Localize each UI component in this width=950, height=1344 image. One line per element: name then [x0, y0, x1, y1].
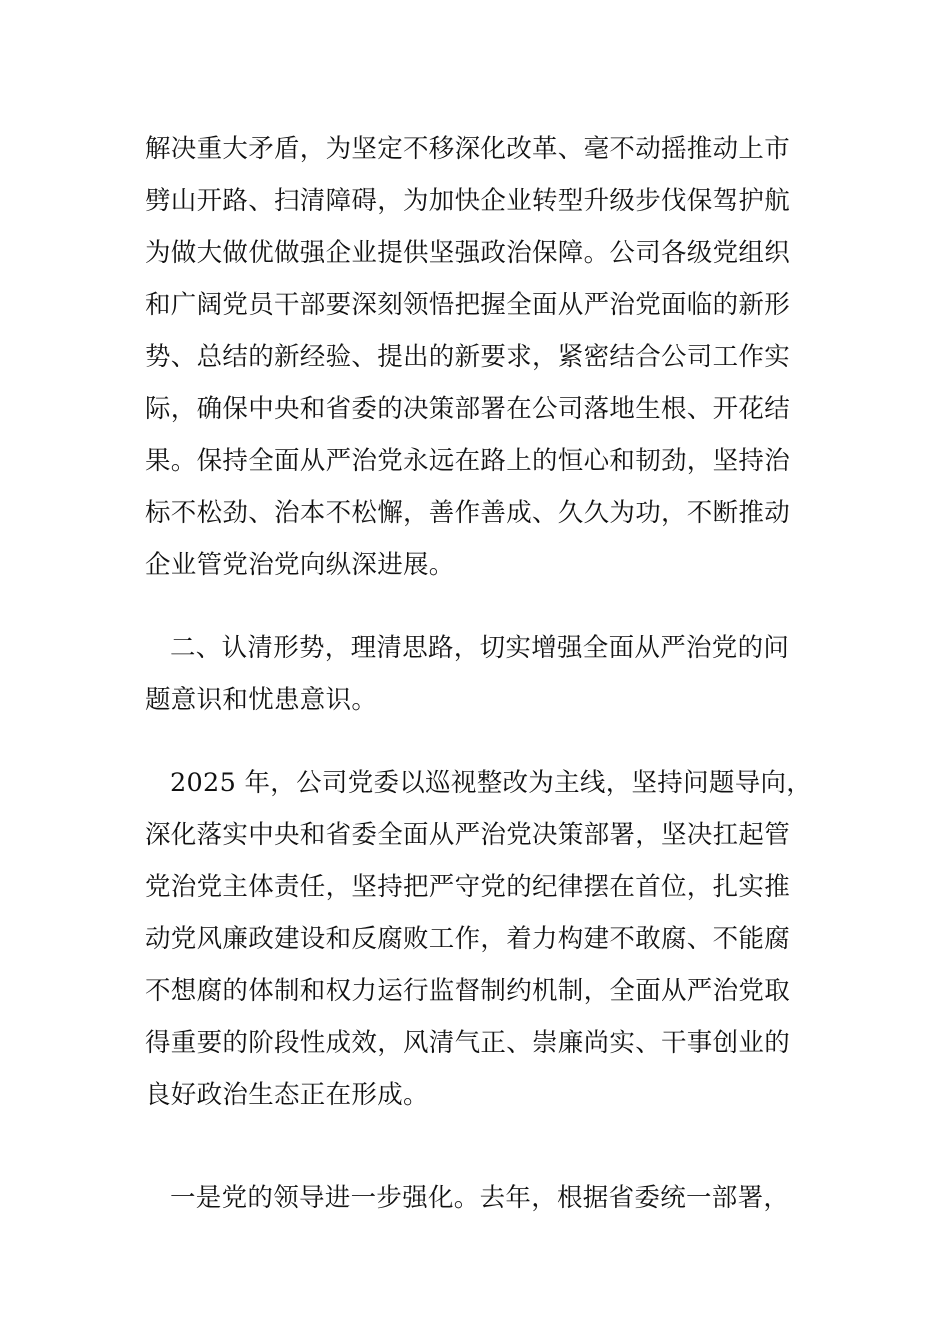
paragraph-1-line-7: 果。保持全面从严治党永远在路上的恒心和韧劲，坚持治: [145, 446, 791, 476]
paragraph-1-line-1: 解决重大矛盾，为坚定不移深化改革、毫不动摇推动上市: [145, 134, 791, 164]
paragraph-3-line-4: 动党风廉政建设和反腐败工作，着力构建不敢腐、不能腐: [145, 924, 791, 954]
paragraph-1-line-6: 际，确保中央和省委的决策部署在公司落地生根、开花结: [145, 394, 791, 424]
paragraph-1-line-5: 势、总结的新经验、提出的新要求，紧密结合公司工作实: [145, 342, 791, 372]
paragraph-1-line-8: 标不松劲、治本不松懈，善作善成、久久为功，不断推动: [145, 498, 791, 528]
paragraph-1-line-2: 劈山开路、扫清障碍，为加快企业转型升级步伐保驾护航: [145, 186, 791, 216]
paragraph-3-line-2: 深化落实中央和省委全面从严治党决策部署，坚决扛起管: [145, 820, 791, 850]
paragraph-3-line-1: 2025 年，公司党委以巡视整改为主线，坚持问题导向，: [170, 768, 813, 798]
paragraph-1-line-4: 和广阔党员干部要深刻领悟把握全面从严治党面临的新形: [145, 290, 791, 320]
paragraph-4-line-1: 一是党的领导进一步强化。去年，根据省委统一部署，: [170, 1183, 790, 1213]
paragraph-1-line-3: 为做大做优做强企业提供坚强政治保障。公司各级党组织: [145, 238, 791, 268]
paragraph-3-line-6: 得重要的阶段性成效，风清气正、崇廉尚实、干事创业的: [145, 1028, 791, 1058]
paragraph-3-line-7: 良好政治生态正在形成。: [145, 1080, 429, 1110]
paragraph-3-line-3: 党治党主体责任，坚持把严守党的纪律摆在首位，扎实推: [145, 872, 791, 902]
paragraph-1-line-9: 企业管党治党向纵深进展。: [145, 550, 455, 580]
paragraph-3-line-5: 不想腐的体制和权力运行监督制约机制，全面从严治党取: [145, 976, 791, 1006]
section-heading-line-1: 二、认清形势，理清思路，切实增强全面从严治党的问: [170, 633, 790, 663]
section-heading-line-2: 题意识和忧患意识。: [145, 685, 378, 715]
